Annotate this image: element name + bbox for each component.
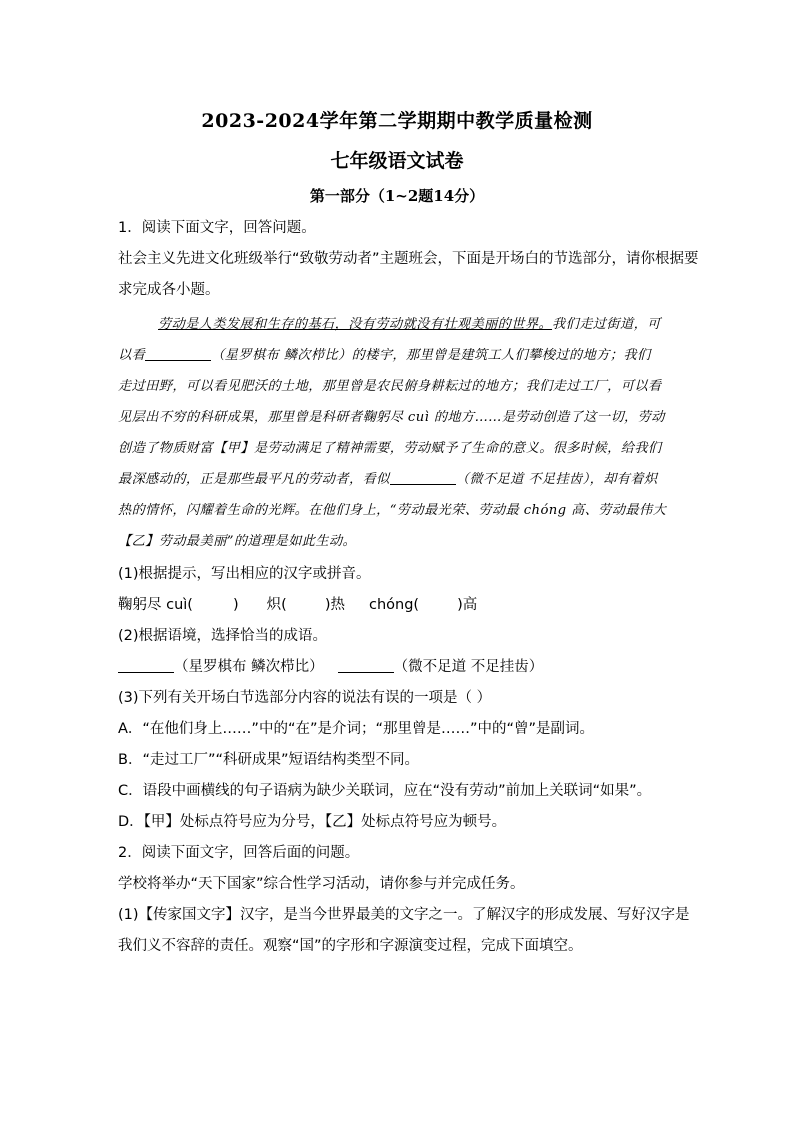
task-1-line-1: (1)【传家国文字】汉字，是当今世界最美的文字之一。了解汉字的形成发展、写好汉字是 <box>118 907 690 923</box>
sub-question-1-fill: 鞠躬尽 cuì( ) 炽( )热 chóng( )高 <box>118 597 478 613</box>
passage-line-4: 见层出不穷的科研成果，那里曾是科研者鞠躬尽 cuì 的地方……是劳动创造了这一切，劳动 <box>118 410 665 425</box>
question-1-stem: 1．阅读下面文字，回答问题。 <box>118 220 316 236</box>
exam-title: 2023-2024学年第二学期期中教学质量检测 <box>201 110 593 132</box>
underlined-sentence: 劳动是人类发展和生存的基石，没有劳动就没有壮观美丽的世界。 <box>158 317 553 332</box>
question-2-stem: 2．阅读下面文字，回答后面的问题。 <box>118 845 360 861</box>
passage-line-8: 【乙】劳动最美丽”的道理是如此生动。 <box>118 534 357 549</box>
task-1-line-2: 我们义不容辞的责任。观察“国”的字形和字源演变过程，完成下面填空。 <box>118 938 583 954</box>
sub-question-3: (3)下列有关开场白节选部分内容的说法有误的一项是（ ） <box>118 690 492 706</box>
answer-blank[interactable] <box>145 346 211 361</box>
question-2-intro: 学校将举办“天下国家”综合性学习活动，请你参与并完成任务。 <box>118 876 525 892</box>
option-b: B．“走过工厂”“科研成果”短语结构类型不同。 <box>118 752 419 768</box>
question-1-intro-line-1: 社会主义先进文化班级举行“致敬劳动者”主题班会，下面是开场白的节选部分，请你根据要 <box>118 251 699 267</box>
answer-blank[interactable] <box>390 470 456 485</box>
sub-question-1: (1)根据提示，写出相应的汉字或拼音。 <box>118 566 371 582</box>
answer-blank[interactable] <box>118 658 174 673</box>
question-1-intro-line-2: 求完成各小题。 <box>118 282 220 298</box>
passage-line-3: 走过田野，可以看见肥沃的土地，那里曾是农民俯身耕耘过的地方；我们走过工厂，可以看 <box>118 379 662 394</box>
exam-subtitle: 七年级语文试卷 <box>330 150 464 172</box>
option-d: D．【甲】处标点符号应为分号，【乙】处标点符号应为顿号。 <box>118 814 507 830</box>
passage-line-7: 热的情怀，闪耀着生命的光辉。在他们身上，“劳动最光荣、劳动最 chóng 高、劳动最伟大 <box>118 503 667 518</box>
option-c: C．语段中画横线的句子语病为缺少关联词，应在“没有劳动”前加上关联词“如果”。 <box>118 783 652 799</box>
passage-line-5: 创造了物质财富【甲】是劳动满足了精神需要，劳动赋予了生命的意义。很多时候，给我们 <box>118 441 662 456</box>
option-a: A．“在他们身上……”中的“在”是介词；“那里曾是……”中的“曾”是副词。 <box>118 721 595 737</box>
answer-blank[interactable] <box>338 658 394 673</box>
passage-line-6: 最深感动的，正是那些最平凡的劳动者，看似 （微不足道 不足挂齿），却有着炽 <box>118 472 658 487</box>
sub-question-2: (2)根据语境，选择恰当的成语。 <box>118 628 328 644</box>
section-heading: 第一部分（1~2题14分） <box>309 187 485 205</box>
passage-line-1: 劳动是人类发展和生存的基石，没有劳动就没有壮观美丽的世界。我们走过街道，可 <box>158 317 661 332</box>
passage-line-2: 以看 （星罗棋布 鳞次栉比）的楼宇，那里曾是建筑工人们攀梭过的地方；我们 <box>118 348 651 363</box>
sub-question-2-fill: （星罗棋布 鳞次栉比） （微不足道 不足挂齿） <box>118 655 543 676</box>
